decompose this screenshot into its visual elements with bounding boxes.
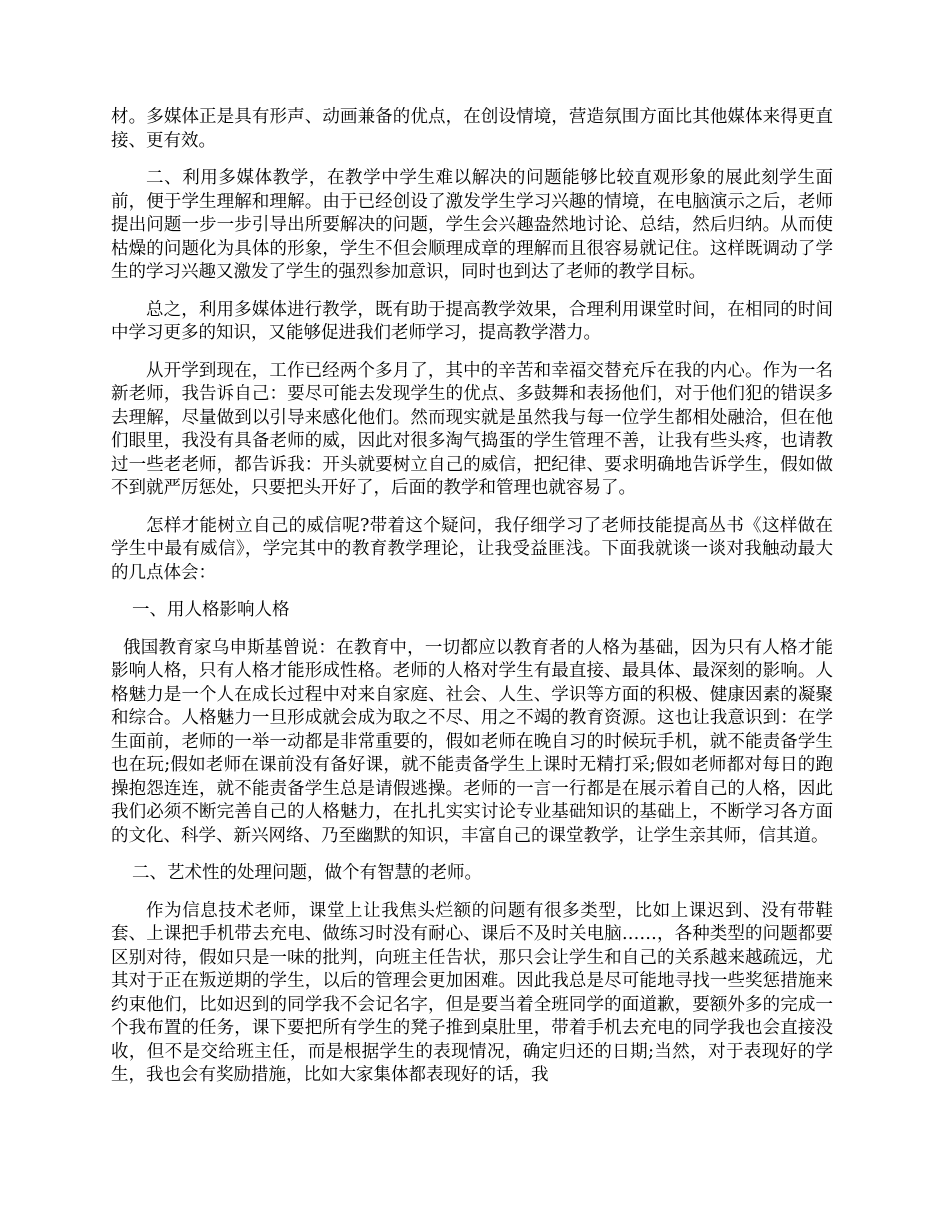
paragraph-summary: 总之，利用多媒体进行教学，既有助于提高教学效果，合理利用课堂时间，在相同的时间中学习更多的知识，又能够促进我们老师学习，提高教学潜力。 (111, 299, 833, 343)
paragraph-personality: 俄国教育家乌申斯基曾说：在教育中，一切都应以教育者的人格为基础，因为只有人格才能影响人格，只有人格才能形成性格。老师的人格对学生有最直接、最具体、最深刻的影响。人格魅力是一个人在成长过程中对来自家庭、社会、人生、学识等方面的积极、健康因素的凝聚和综合。人格魅力一旦形成就会成为取之不尽、用之不竭的教育资源。这也让我意识到：在学生面前，老师的一举一动都是非常重要的，假如老师在晚自习的时候玩手机，就不能责备学生也在玩;假如老师在课前没有备好课，就不能责备学生上课时无精打采;假如老师都对每日的跑操抱怨连连，就不能责备学生总是请假逃操。老师的一言一行都是在展示着自己的人格，因此我们必须不断完善自己的人格魅力，在扎扎实实讨论专业基础知识的基础上，不断学习各方面的文化、科学、新兴网络、乃至幽默的知识，丰富自己的课堂教学，让学生亲其师，信其道。 (111, 637, 833, 846)
section-heading-personality: 一、用人格影响人格 (132, 600, 290, 620)
paragraph-multimedia-point-two: 二、利用多媒体教学，在教学中学生难以解决的问题能够比较直观形象的展此刻学生面前，便于学生理解和理解。由于已经创设了激发学生学习兴趣的情境，在电脑演示之后，老师提出问题一步一步引导出所要解决的问题，学生会兴趣盎然地讨论、总结，然后归纳。从而使枯燥的问题化为具体的形象，学生不但会顺理成章的理解而且很容易就记住。这样既调动了学生的学习兴趣又激发了学生的强烈参加意识，同时也到达了老师的教学目标。 (111, 168, 833, 282)
document-page (111, 106, 833, 1102)
paragraph-continuation: 材。多媒体正是具有形声、动画兼备的优点，在创设情境，营造氛围方面比其他媒体来得更直接、更有效。 (111, 107, 833, 151)
section-heading-wisdom: 二、艺术性的处理问题，做个有智慧的老师。 (132, 863, 482, 883)
paragraph-prestige-question: 怎样才能树立自己的威信呢?带着这个疑问，我仔细学习了老师技能提高丛书《这样做在学生中最有威信》，学完其中的教育教学理论，让我受益匪浅。下面我就谈一谈对我触动最大的几点体会： (111, 515, 833, 583)
paragraph-classroom-problems: 作为信息技术老师，课堂上让我焦头烂额的问题有很多类型，比如上课迟到、没有带鞋套、上课把手机带去充电、做练习时没有耐心、课后不及时关电脑……，各种类型的问题都要区别对待，假如只是一味的批判，向班主任告状，那只会让学生和自己的关系越来越疏远，尤其对于正在叛逆期的学生，以后的管理会更加困难。因此我总是尽可能地寻找一些奖惩措施来约束他们，比如迟到的同学我不会记名字，但是要当着全班同学的面道歉，要额外多的完成一个我布置的任务，课下要把所有学生的凳子推到桌肚里，带着手机去充电的同学我也会直接没收，但不是交给班主任，而是根据学生的表现情况，确定归还的日期;当然，对于表现好的学生，我也会有奖励措施，比如大家集体都表现好的话，我 (111, 900, 833, 1085)
paragraph-new-teacher: 从开学到现在，工作已经两个多月了，其中的辛苦和幸福交替充斥在我的内心。作为一名新老师，我告诉自己：要尽可能去发现学生的优点、多鼓舞和表扬他们，对于他们犯的错误多去理解，尽量做到以引导来感化他们。然而现实就是虽然我与每一位学生都相处融洽，但在他们眼里，我没有具备老师的威，因此对很多淘气捣蛋的学生管理不善，让我有些头疼，也请教过一些老老师，都告诉我：开头就要树立自己的威信，把纪律、要求明确地告诉学生，假如做不到就严厉惩处，只要把头开好了，后面的教学和管理也就容易了。 (111, 360, 833, 498)
